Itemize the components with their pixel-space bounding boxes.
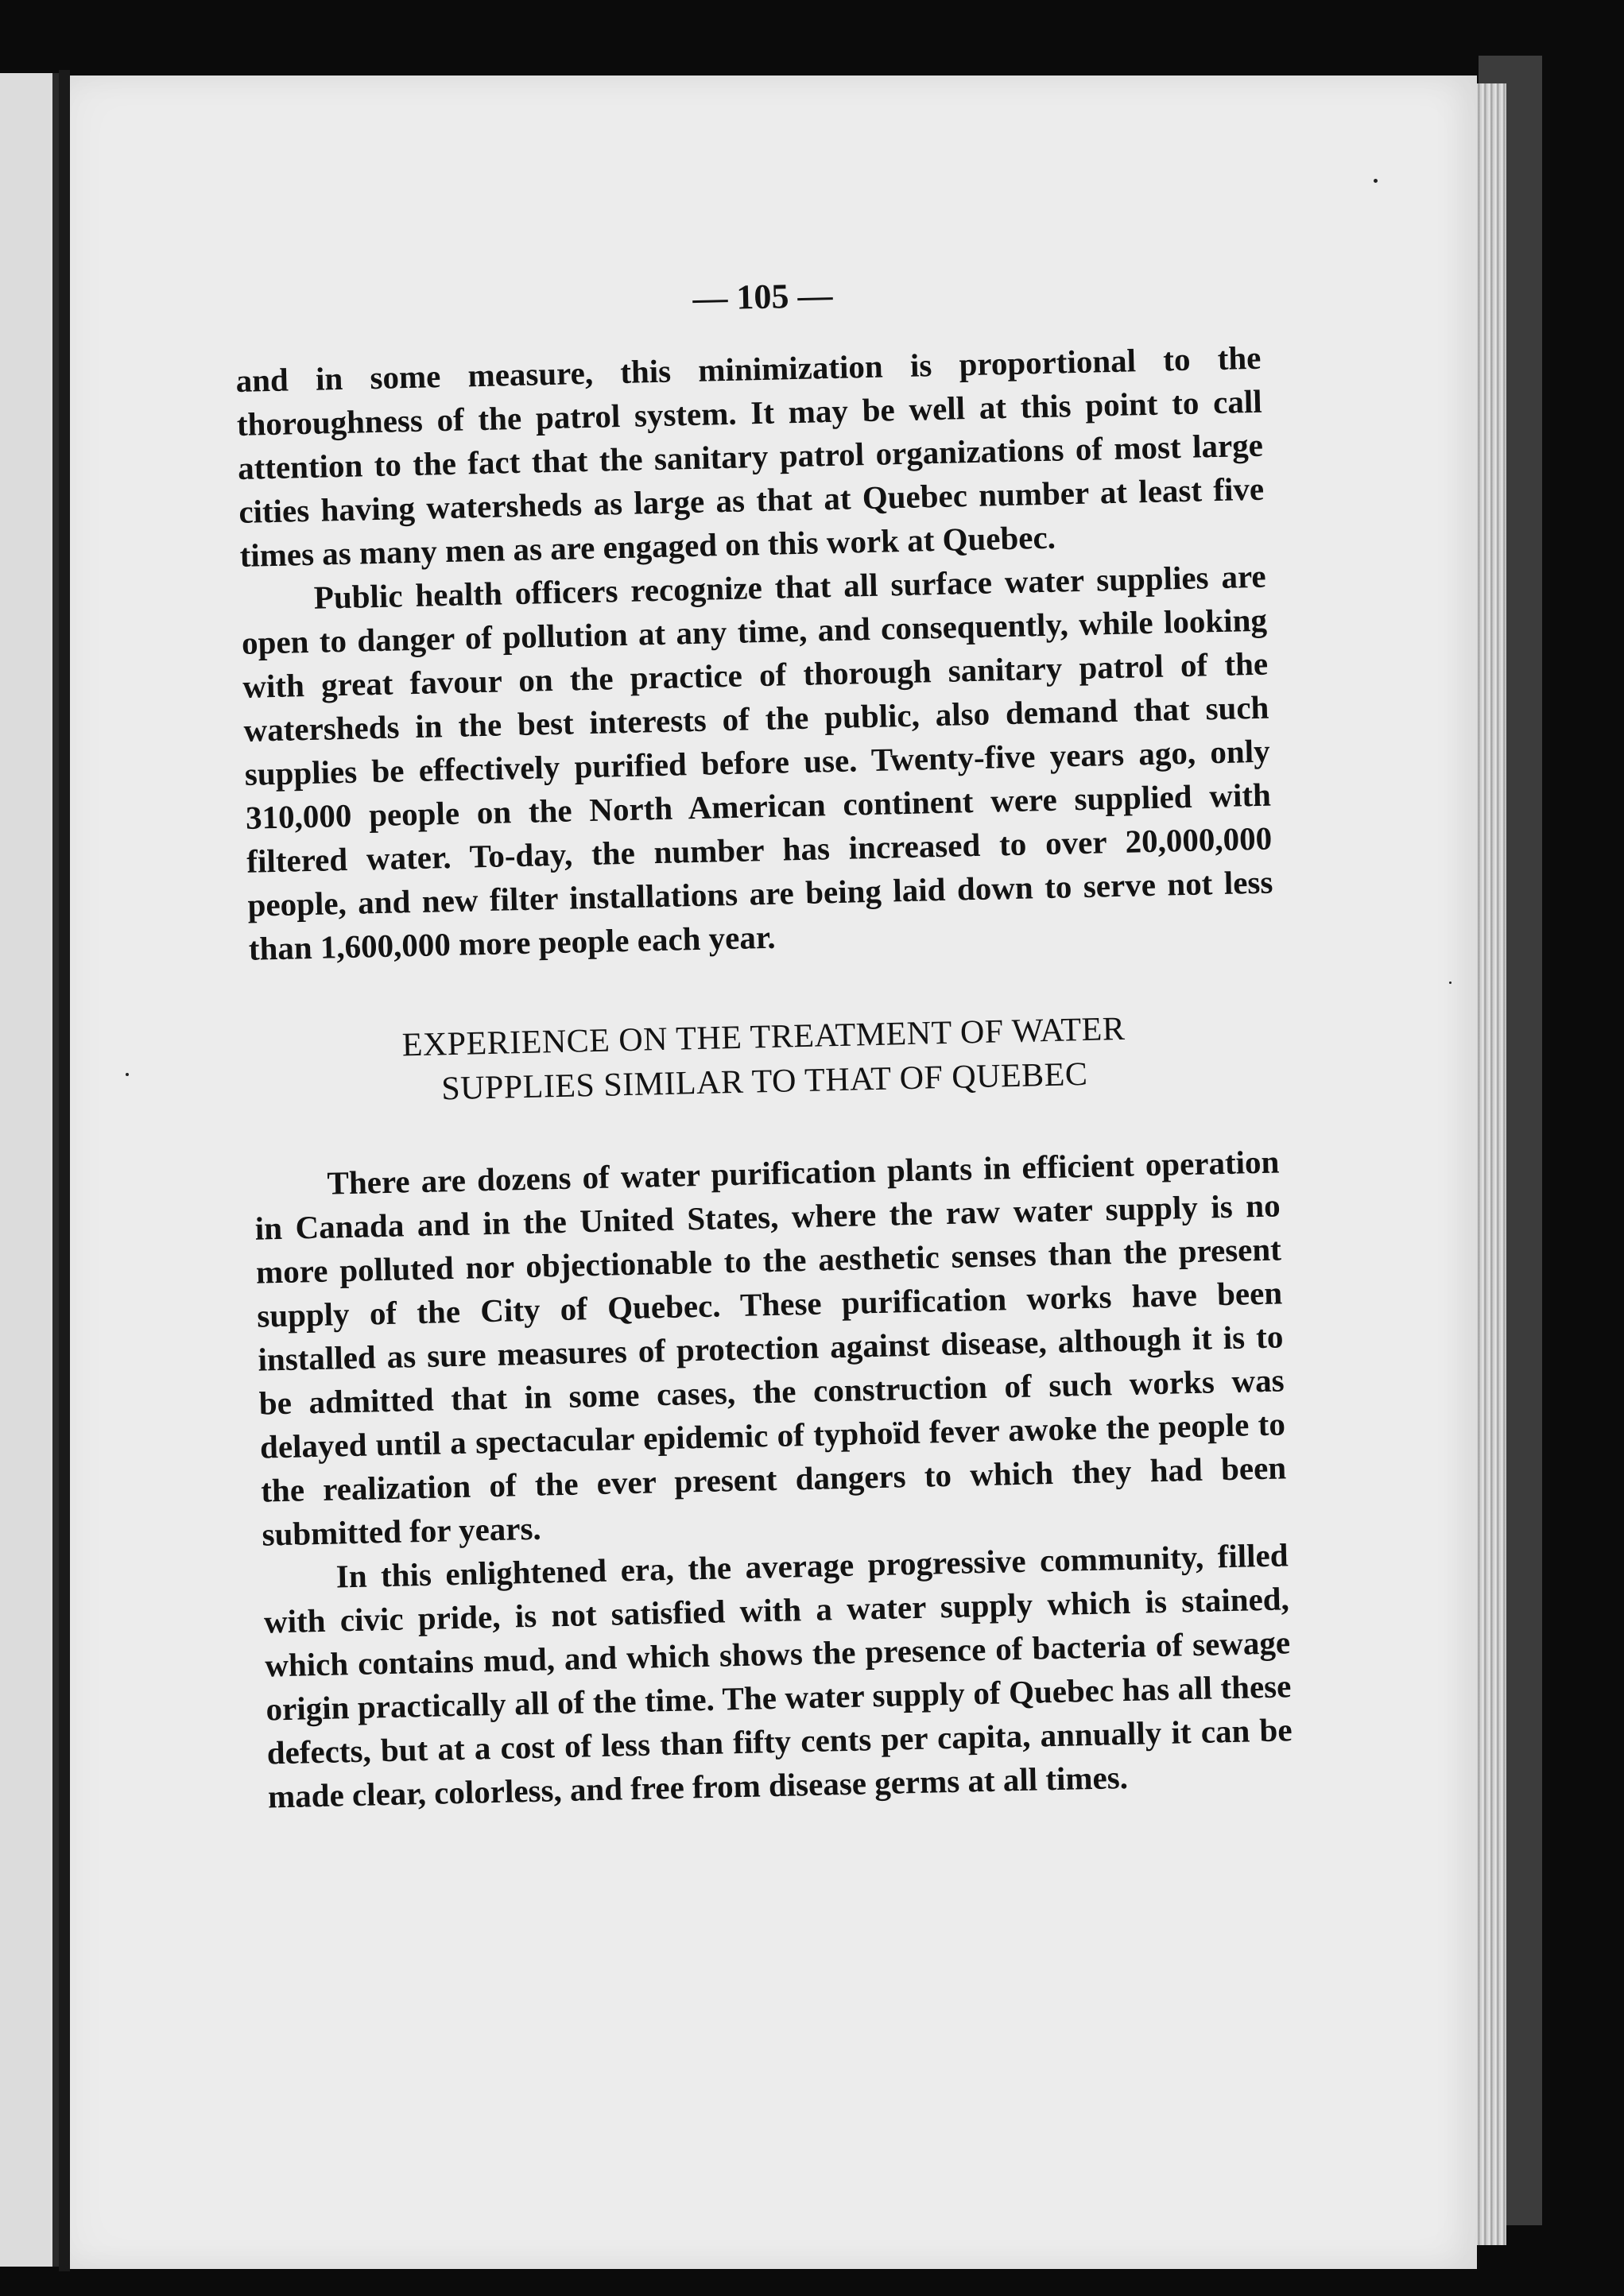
page-stack-edge: [1475, 83, 1506, 2245]
left-page-edge: [0, 73, 59, 2267]
scan-speck: [1374, 179, 1378, 183]
book-page: [70, 76, 1477, 2269]
section-heading-line-1: EXPERIENCE ON THE TREATMENT OF WATER: [401, 1010, 1126, 1064]
page-text-block: [234, 265, 1293, 1819]
book-spine: [59, 70, 70, 2271]
paragraph-purification-plants: There are dozens of water purification plants in efficient operation in Canada and in the United States, where the raw water supply is no more polluted nor objectionable to the aesthetic senses than the present supply of the City of Quebec. These purification works have been installed as sure measures of protection against disease, although it is to be admitted that in some cases, the construction of such works was delayed until a spectacular epidemic of typhoïd fever awoke the people to the realization of the ever present dangers to which they had been submitted for years.: [254, 1143, 1287, 1553]
page-number: — 105 —: [692, 275, 833, 318]
paragraph-public-health: Public health officers recognize that all surface water supplies are open to danger of pollution at any time, and consequently, while looking with great favour on the practice of thorough sanitary patrol of the watersheds in the best interests of the public, also demand that such supplies be effectively purified before use. Twenty-five years ago, only 310,000 people on the North American continent were supplied with filtered water. To-day, the number has increased to over 20,000,000 people, and new filter installations are being laid down to serve not less than 1,600,000 more people each year.: [241, 557, 1273, 967]
section-heading-line-2: SUPPLIES SIMILAR TO THAT OF QUEBEC: [440, 1055, 1088, 1108]
paragraph-continuation: and in some measure, this minimization is proportional to the thoroughness of the patrol system. It may be well at this point to call attention to the fact that the sanitary patrol organizations of most large cities having watersheds as large as that at Quebec number at least five times as many men as are engaged on this work at Quebec.: [235, 339, 1265, 574]
section-heading: [250, 1003, 1277, 1115]
scan-speck: [126, 1073, 129, 1076]
paragraph-enlightened-era: In this enlightened era, the average progressive community, filled with civic pride, is not satisfied with a water supply which is stained, which contains mud, and which shows the presence of bacteria of sewage origin practically all of the time. The water supply of Quebec has all these defects, but at a cost of less than fifty cents per capita, annually it can be made clear, colorless, and free from disease germs at all times.: [263, 1536, 1293, 1815]
scan-speck: [1449, 982, 1452, 984]
